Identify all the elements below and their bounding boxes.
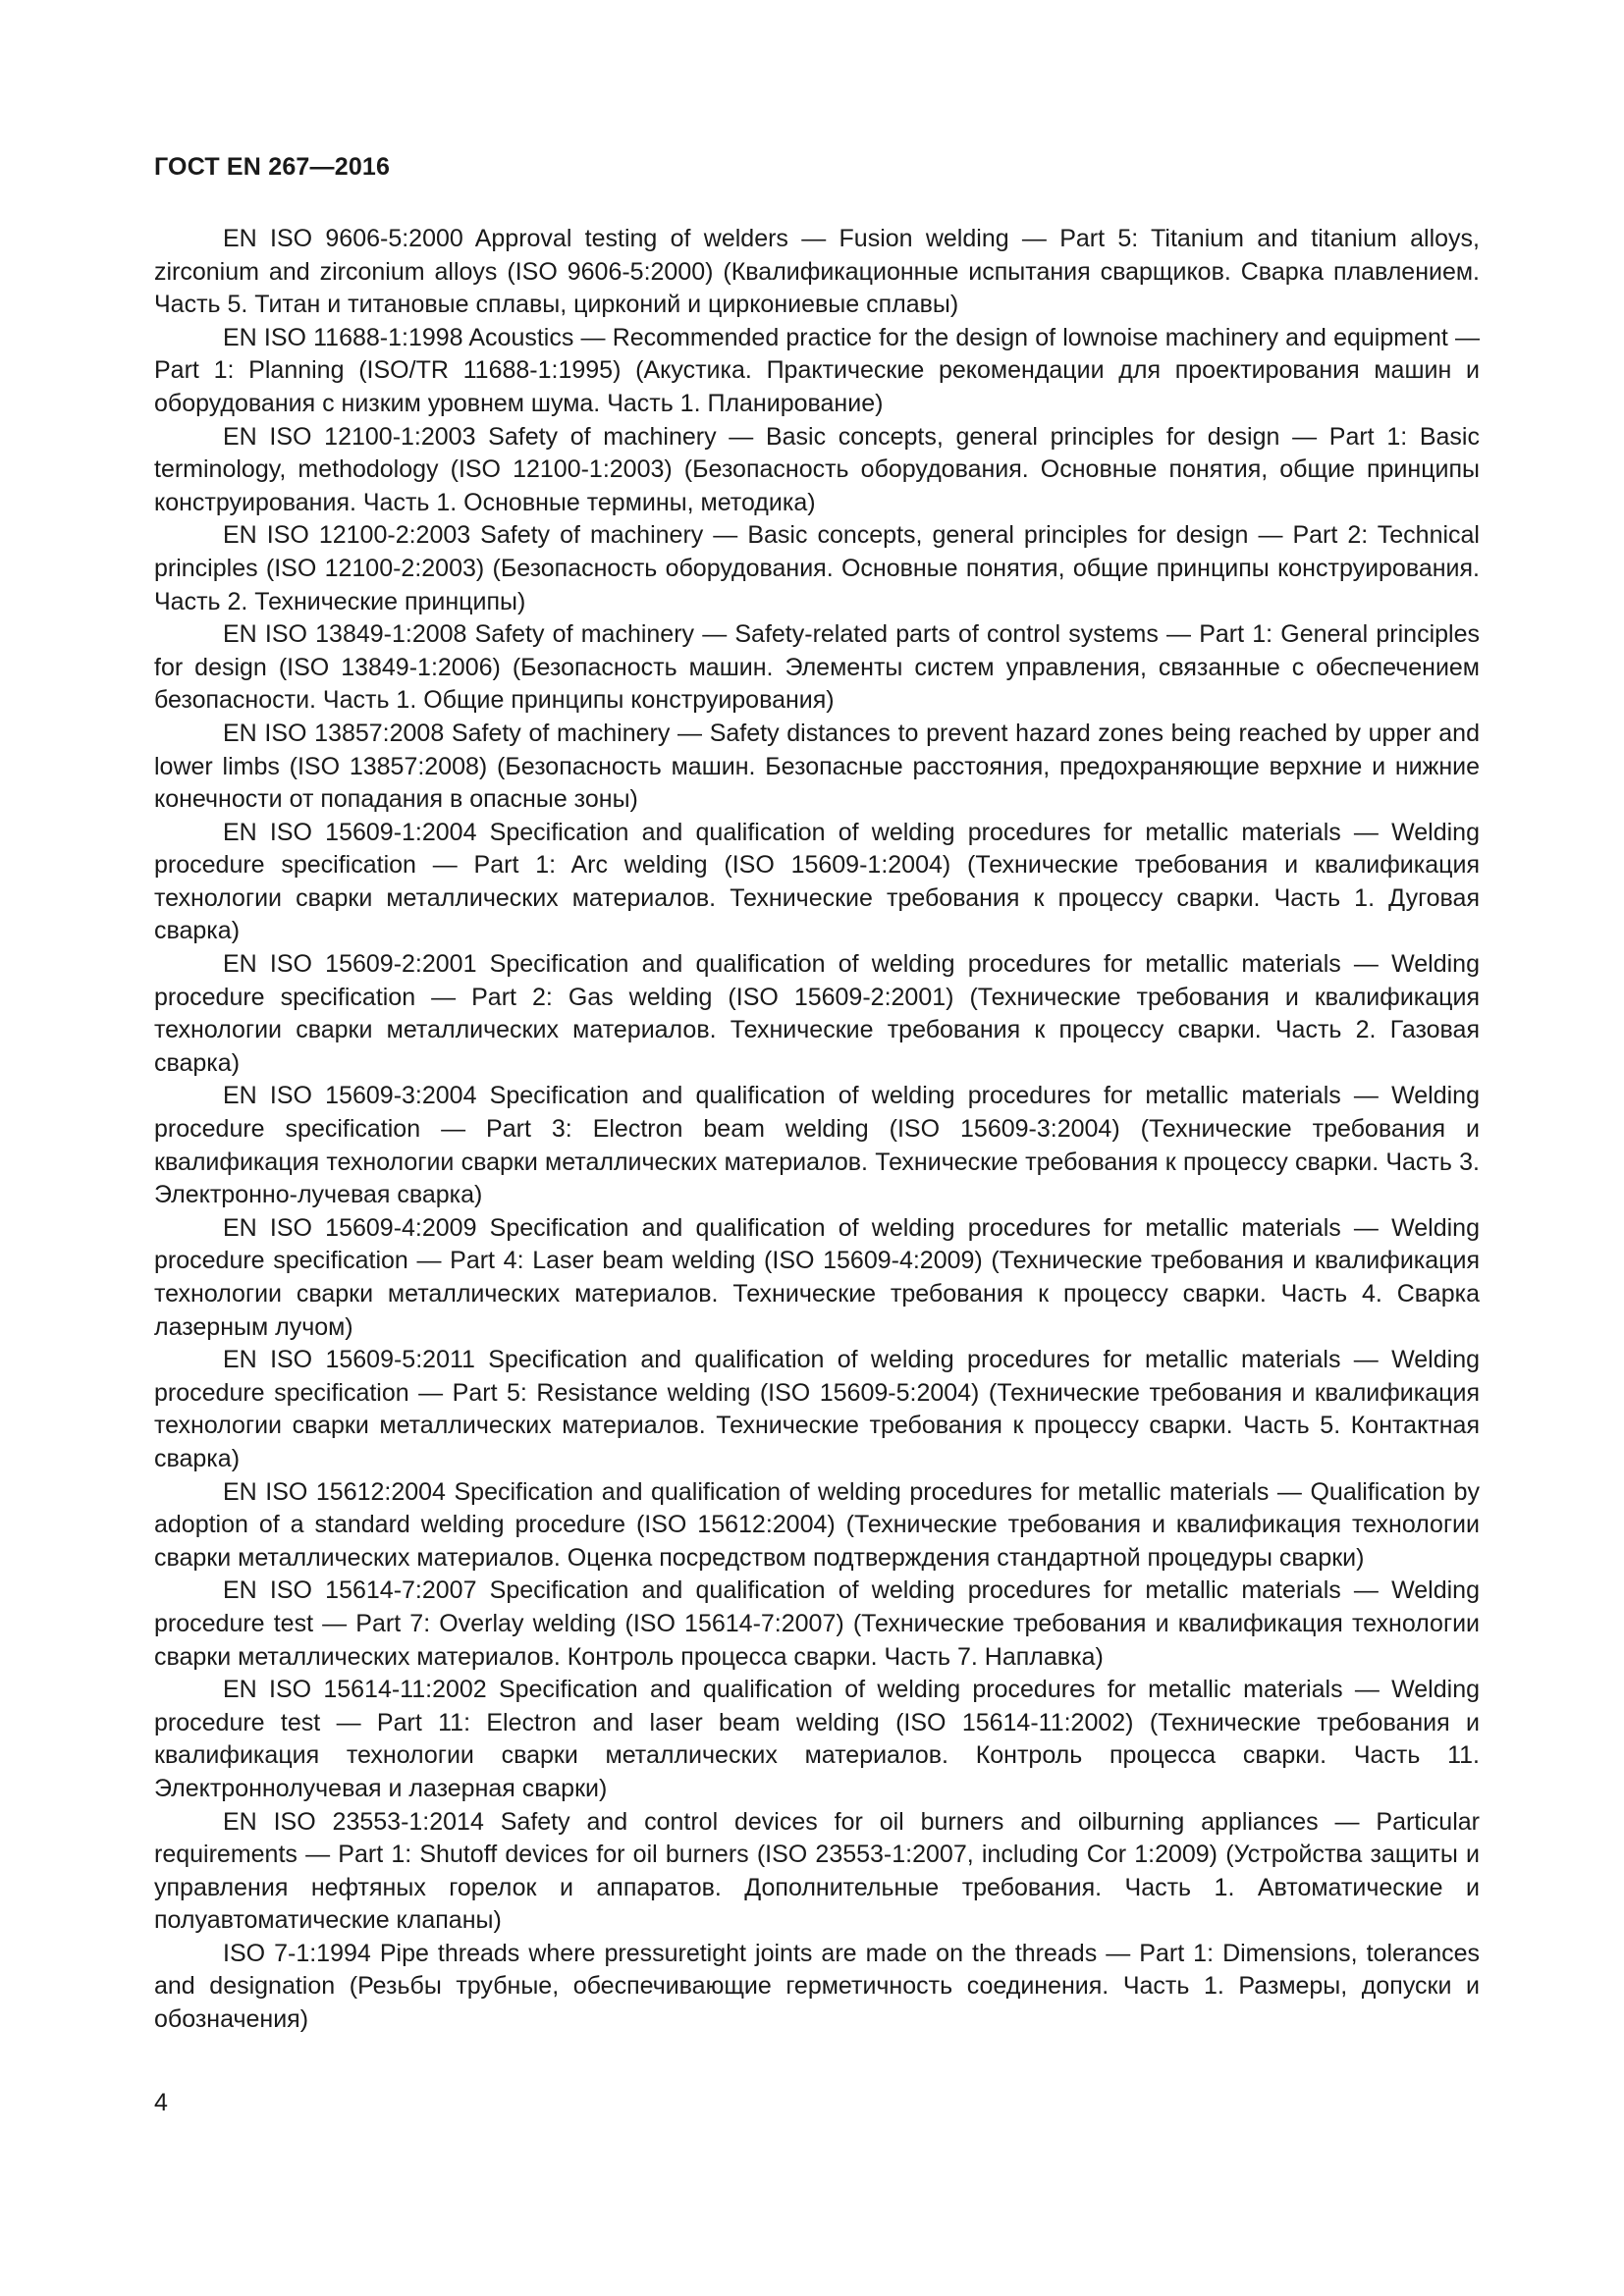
page-header-standard: ГОСТ EN 267—2016 bbox=[154, 153, 391, 181]
reference-item: EN ISO 15612:2004 Specification and qualification of welding procedures for metallic materials — Qualification by adoption of a standard welding procedure (ISO 15612:2004) (Технические требования и квалификация технологии сварки металлических материалов. Оценка посредством подтверждения стандартной процедуры сварки) bbox=[154, 1477, 1480, 1572]
reference-item: EN ISO 11688-1:1998 Acoustics — Recommended practice for the design of lownoise machinery and equipment — Part 1: Planning (ISO/TR 11688-1:1995) (Акустика. Практические рекомендации для проектирования машин и оборудования с низким уровнем шума. Часть 1. Планирование) bbox=[154, 323, 1480, 417]
reference-item: EN ISO 13857:2008 Safety of machinery — Safety distances to prevent hazard zones being reached by upper and lower limbs (ISO 13857:2008) (Безопасность машин. Безопасные расстояния, предохраняющие верхние и нижние конечности от попадания в опасные зоны) bbox=[154, 719, 1480, 814]
reference-item: EN ISO 9606-5:2000 Approval testing of welders — Fusion welding — Part 5: Titanium and titanium alloys, zirconium and zirconium alloys (ISO 9606-5:2000) (Квалификационные испытания сварщиков. Сварка плавлением. Часть 5. Титан и титановые сплавы, цирконий и циркониевые сплавы) bbox=[154, 225, 1480, 319]
reference-item: EN ISO 12100-1:2003 Safety of machinery — Basic concepts, general principles for design — Part 1: Basic terminology, methodology (ISO 12100-1:2003) (Безопасность оборудования. Основные понятия, общие принципы конструирования. Часть 1. Основные термины, методика) bbox=[154, 422, 1480, 516]
reference-item: EN ISO 15614-7:2007 Specification and qualification of welding procedures for metallic materials — Welding procedure test — Part 7: Overlay welding (ISO 15614-7:2007) (Технические требования и квалификация технологии сварки металлических материалов. Контроль процесса сварки. Часть 7. Наплавка) bbox=[154, 1576, 1480, 1671]
normative-references-list bbox=[154, 223, 1480, 2037]
reference-item: EN ISO 15609-3:2004 Specification and qualification of welding procedures for metallic materials — Welding procedure specification — Part 3: Electron beam welding (ISO 15609-3:2004) (Технические требования и квалификация технологии сварки металлических материалов. Технические требования к процессу сварки. Часть 3. Электронно-лучевая сварка) bbox=[154, 1082, 1480, 1209]
reference-item: ISO 7-1:1994 Pipe threads where pressuretight joints are made on the threads — Part 1: Dimensions, tolerances and designation (Резьбы трубные, обеспечивающие герметичность соединения. Часть 1. Размеры, допуски и обозначения) bbox=[154, 1939, 1480, 2034]
reference-item: EN ISO 15614-11:2002 Specification and qualification of welding procedures for metallic materials — Welding procedure test — Part 11: Electron and laser beam welding (ISO 15614-11:2002) (Технические требования и квалификация технологии сварки металлических материалов. Контроль процесса сварки. Часть 11. Электроннолучевая и лазерная сварки) bbox=[154, 1676, 1480, 1802]
reference-item: EN ISO 15609-4:2009 Specification and qualification of welding procedures for metallic materials — Welding procedure specification — Part 4: Laser beam welding (ISO 15609-4:2009) (Технические требования и квалификация технологии сварки металлических материалов. Технические требования к процессу сварки. Часть 4. Сварка лазерным лучом) bbox=[154, 1213, 1480, 1341]
reference-item: EN ISO 15609-1:2004 Specification and qualification of welding procedures for metallic materials — Welding procedure specification — Part 1: Arc welding (ISO 15609-1:2004) (Технические требования и квалификация технологии сварки металлических материалов. Технические требования к процессу сварки. Часть 1. Дуговая сварка) bbox=[154, 818, 1480, 945]
reference-item: EN ISO 23553-1:2014 Safety and control devices for oil burners and oilburning appliances — Particular requirements — Part 1: Shutoff devices for oil burners (ISO 23553-1:2007, including Cor 1:2009) (Устройства защиты и управления нефтяных горелок и аппаратов. Дополнительные требования. Часть 1. Автоматические и полуавтоматические клапаны) bbox=[154, 1807, 1480, 1935]
page-number: 4 bbox=[154, 2089, 168, 2116]
reference-item: EN ISO 15609-2:2001 Specification and qualification of welding procedures for metallic materials — Welding procedure specification — Part 2: Gas welding (ISO 15609-2:2001) (Технические требования и квалификация технологии сварки металлических материалов. Технические требования к процессу сварки. Часть 2. Газовая сварка) bbox=[154, 950, 1480, 1077]
reference-item: EN ISO 12100-2:2003 Safety of machinery — Basic concepts, general principles for design — Part 2: Technical principles (ISO 12100-2:2003) (Безопасность оборудования. Основные понятия, общие принципы конструирования. Часть 2. Технические принципы) bbox=[154, 521, 1480, 615]
reference-item: EN ISO 13849-1:2008 Safety of machinery — Safety-related parts of control systems — Part 1: General principles for design (ISO 13849-1:2006) (Безопасность машин. Элементы систем управления, связанные с обеспечением безопасности. Часть 1. Общие принципы конструирования) bbox=[154, 620, 1480, 715]
reference-item: EN ISO 15609-5:2011 Specification and qualification of welding procedures for metallic materials — Welding procedure specification — Part 5: Resistance welding (ISO 15609-5:2004) (Технические требования и квалификация технологии сварки металлических материалов. Технические требования к процессу сварки. Часть 5. Контактная сварка) bbox=[154, 1346, 1480, 1472]
